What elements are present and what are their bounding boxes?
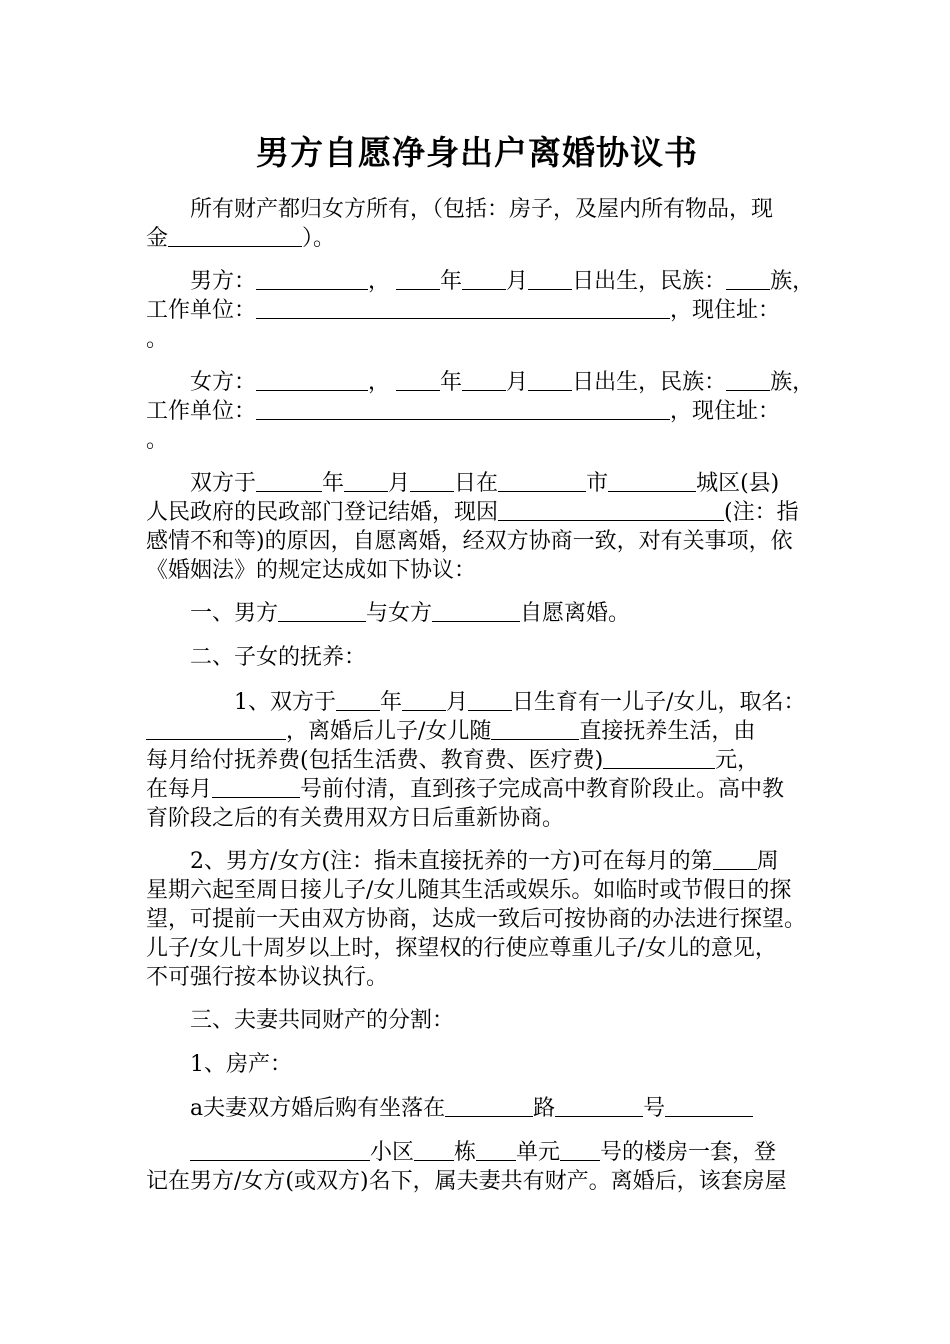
property-clause-line-2: 金 ）。: [146, 226, 336, 251]
payment-day-blank[interactable]: [212, 775, 300, 798]
road-blank[interactable]: [445, 1094, 533, 1117]
man-name-blank[interactable]: [256, 267, 368, 290]
child-clause1-line-5: 育阶段之后的有关费用双方日后重新协商。: [146, 806, 565, 831]
article1-woman-blank[interactable]: [432, 599, 520, 622]
man-ethnicity-blank[interactable]: [726, 267, 770, 290]
property-b-line-1: 小区 栋 单元 号的楼房一套，登: [190, 1138, 776, 1167]
man-info-line-2: 工作单位： ，现住址：: [146, 298, 781, 323]
support-amount-blank[interactable]: [603, 746, 715, 769]
building-blank[interactable]: [414, 1138, 454, 1161]
visit-week-blank[interactable]: [713, 847, 757, 870]
article1-man-blank[interactable]: [278, 599, 366, 622]
marriage-line-3: 感情不和等)的原因，自愿离婚，经双方协商一致，对有关事项，依: [146, 529, 793, 554]
child-name-blank[interactable]: [146, 717, 286, 740]
article-1: 一、男方 与女方 自愿离婚。: [190, 601, 631, 626]
house-heading: 1、房产：: [190, 1052, 292, 1077]
man-info-line-3: 。: [146, 327, 169, 352]
room-number-blank[interactable]: [560, 1138, 600, 1161]
woman-workplace-blank[interactable]: [256, 397, 670, 420]
man-birth-month-blank[interactable]: [462, 267, 506, 290]
woman-birth-day-blank[interactable]: [528, 368, 572, 391]
custodian-blank[interactable]: [491, 717, 579, 740]
child-clause2-line-4: 儿子/女儿十周岁以上时，探望权的行使应尊重儿子/女儿的意见，: [146, 936, 777, 961]
woman-info-line-3: 。: [146, 428, 169, 453]
woman-birth-year-blank[interactable]: [396, 368, 440, 391]
child-birth-day-blank[interactable]: [468, 688, 512, 711]
marriage-year-blank[interactable]: [256, 469, 322, 492]
man-workplace-blank[interactable]: [256, 296, 670, 319]
unit-blank[interactable]: [476, 1138, 516, 1161]
document-title: 男方自愿净身出户离婚协议书: [256, 133, 698, 172]
marriage-day-blank[interactable]: [410, 469, 454, 492]
marriage-line-4: 《婚姻法》的规定达成如下协议：: [146, 558, 477, 583]
child-clause1-line-4: 在每月 号前付清，直到孩子完成高中教育阶段止。高中教: [146, 777, 785, 802]
cash-blank[interactable]: [168, 224, 302, 247]
man-birth-year-blank[interactable]: [396, 267, 440, 290]
address-extra-blank[interactable]: [665, 1094, 753, 1117]
divorce-reason-blank[interactable]: [498, 498, 724, 521]
child-clause1-line-2: ，离婚后儿子/女儿随 直接抚养生活，由: [146, 717, 755, 746]
article-2-heading: 二、子女的抚养：: [190, 645, 367, 670]
child-clause1-line-1: 1、双方于 年 月 日生育有一儿子/女儿，取名：: [234, 690, 806, 715]
article-3-heading: 三、夫妻共同财产的分割：: [190, 1008, 455, 1033]
community-blank[interactable]: [190, 1138, 370, 1161]
road-number-blank[interactable]: [555, 1094, 643, 1117]
child-clause1-line-3: 每月给付抚养费(包括生活费、教育费、医疗费) 元，: [146, 748, 760, 773]
woman-info-line-1: 女方： ， 年 月 日出生，民族： 族，: [190, 370, 815, 395]
woman-info-line-2: 工作单位： ，现住址：: [146, 399, 781, 424]
property-clause-line-1: 所有财产都归女方所有，（包括：房子，及屋内所有物品，现: [190, 197, 774, 222]
child-clause2-line-3: 望，可提前一天由双方协商，达成一致后可按协商的办法进行探望。: [146, 907, 807, 932]
man-info-line-1: 男方： ， 年 月 日出生，民族： 族，: [190, 269, 815, 294]
marriage-month-blank[interactable]: [344, 469, 388, 492]
marriage-line-2: 人民政府的民政部门登记结婚，现因 (注：指: [146, 500, 799, 525]
woman-birth-month-blank[interactable]: [462, 368, 506, 391]
child-birth-year-blank[interactable]: [336, 688, 380, 711]
child-clause2-line-1: 2、男方/女方(注：指未直接抚养的一方)可在每月的第 周: [190, 849, 779, 874]
child-birth-month-blank[interactable]: [402, 688, 446, 711]
marriage-district-blank[interactable]: [608, 469, 696, 492]
woman-name-blank[interactable]: [256, 368, 368, 391]
marriage-city-blank[interactable]: [498, 469, 586, 492]
property-a-line-1: a夫妻双方婚后购有坐落在 路 号: [190, 1094, 753, 1123]
marriage-line-1: 双方于 年 月 日在 市 城区(县): [190, 471, 780, 496]
man-birth-day-blank[interactable]: [528, 267, 572, 290]
child-clause2-line-5: 不可强行按本协议执行。: [146, 965, 389, 990]
woman-ethnicity-blank[interactable]: [726, 368, 770, 391]
child-clause2-line-2: 星期六起至周日接儿子/女儿随其生活或娱乐。如临时或节假日的探: [146, 878, 792, 903]
property-b-line-2: 记在男方/女方(或双方)名下，属夫妻共有财产。离婚后，该套房屋: [146, 1169, 787, 1194]
